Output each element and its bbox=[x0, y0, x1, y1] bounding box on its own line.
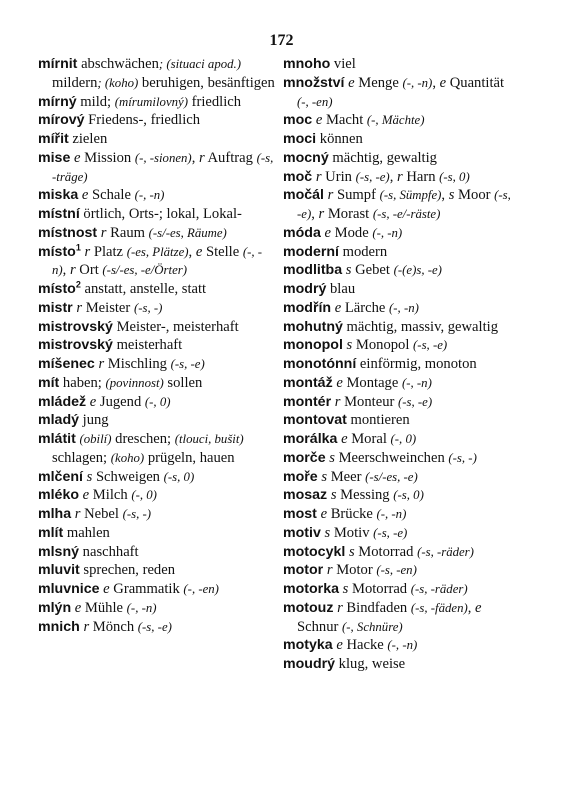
dictionary-entry bbox=[38, 580, 276, 599]
grammar-note: (-s, 0) bbox=[163, 469, 195, 484]
headword: mistrovský bbox=[38, 337, 113, 354]
grammar-note: (tlouci, bušit) bbox=[174, 432, 244, 446]
translation-text: mildern bbox=[52, 74, 98, 91]
grammar-note: (-, -n) bbox=[134, 188, 165, 203]
headword: mohutný bbox=[283, 318, 343, 335]
translation-text: mild; bbox=[76, 93, 115, 110]
dictionary-entry bbox=[38, 111, 276, 130]
dictionary-entry bbox=[38, 486, 276, 505]
grammar-note: (-s, -e) bbox=[355, 169, 390, 184]
gender-marker: s bbox=[86, 468, 93, 485]
headword: motor bbox=[283, 562, 324, 579]
dictionary-entry bbox=[38, 186, 276, 205]
dictionary-entry bbox=[38, 224, 276, 243]
translation-text: Macht bbox=[322, 112, 367, 129]
headword: morče bbox=[283, 449, 326, 466]
grammar-note: (-, Schnüre) bbox=[342, 619, 403, 634]
headword: monotónní bbox=[283, 356, 357, 372]
grammar-note: (-, -sionen) bbox=[134, 150, 192, 165]
headword: mlha bbox=[38, 506, 72, 522]
gender-marker: s bbox=[329, 449, 335, 466]
grammar-note: (-, -n) bbox=[52, 244, 263, 278]
grammar-note: (-s, -en) bbox=[376, 563, 417, 578]
page-number: 172 bbox=[269, 32, 294, 49]
grammar-note: (-s, -räder) bbox=[417, 544, 474, 559]
translation-text: Urin bbox=[321, 168, 356, 185]
gender-marker: r bbox=[318, 206, 325, 222]
headword: modrý bbox=[283, 281, 327, 297]
translation-text: Schweigen bbox=[92, 468, 164, 485]
headword: moderní bbox=[283, 243, 339, 260]
grammar-note: (-s/-es, -e) bbox=[365, 469, 418, 484]
headword: modlitba bbox=[283, 262, 343, 279]
dictionary-entry bbox=[283, 543, 515, 562]
headword: mírový bbox=[38, 112, 85, 129]
translation-text: zielen bbox=[68, 131, 108, 147]
translation-text: Mischling bbox=[104, 356, 171, 372]
translation-text: Jugend bbox=[96, 393, 145, 410]
gender-marker: e bbox=[82, 487, 90, 504]
headword: mířit bbox=[38, 131, 69, 147]
dictionary-entry bbox=[283, 655, 515, 674]
dictionary-entry bbox=[283, 580, 515, 599]
translation-text: Stelle bbox=[202, 243, 243, 260]
translation-text: , bbox=[467, 599, 476, 616]
grammar-note: (-s, Sümpfe) bbox=[379, 188, 442, 203]
grammar-note: (-(e)s, -e) bbox=[393, 263, 442, 278]
dictionary-entry bbox=[283, 168, 515, 187]
gender-marker: e bbox=[324, 224, 331, 241]
gender-marker: r bbox=[76, 299, 83, 316]
headword: místní bbox=[38, 206, 80, 222]
translation-text: Harn bbox=[402, 168, 440, 185]
dictionary-entry bbox=[283, 636, 515, 655]
dictionary-entry bbox=[283, 74, 515, 112]
translation-text: , bbox=[311, 206, 319, 222]
headword: mise bbox=[38, 149, 71, 166]
translation-text: blau bbox=[326, 281, 356, 297]
translation-text: Mission bbox=[80, 149, 135, 166]
translation-text: jung bbox=[79, 412, 109, 429]
translation-text: Morast bbox=[324, 206, 373, 222]
translation-text: , bbox=[191, 149, 199, 166]
translation-text: Grammatik bbox=[109, 581, 184, 597]
dictionary-entry bbox=[283, 224, 515, 243]
gender-marker: s bbox=[324, 524, 331, 541]
dictionary-entry bbox=[283, 411, 515, 430]
gender-marker: r bbox=[396, 168, 403, 185]
gender-marker: e bbox=[336, 374, 343, 391]
translation-text: Motorrad bbox=[354, 543, 418, 560]
grammar-note: (-, -n) bbox=[376, 507, 407, 521]
headword: místo$^1$ bbox=[38, 241, 81, 260]
headword: montáž bbox=[283, 374, 333, 391]
headword: mít bbox=[38, 374, 60, 391]
headword: mírný bbox=[38, 93, 77, 110]
dictionary-entry bbox=[283, 243, 515, 262]
dictionary-entry bbox=[38, 561, 276, 580]
headword: mnoho bbox=[283, 56, 331, 72]
translation-text: Meister-, meisterhaft bbox=[112, 318, 239, 335]
homonym-number: 1 bbox=[75, 241, 81, 252]
translation-text: Meer bbox=[327, 468, 366, 485]
dictionary-entry bbox=[283, 261, 515, 280]
translation-text: anstatt, anstelle, statt bbox=[80, 281, 207, 297]
grammar-note: (-s, 0) bbox=[439, 169, 470, 184]
headword: motyka bbox=[283, 637, 333, 654]
headword: moč bbox=[283, 168, 313, 185]
gender-marker: r bbox=[74, 506, 81, 522]
dictionary-entry bbox=[283, 599, 515, 637]
dictionary-entry bbox=[38, 468, 276, 487]
grammar-note: (-s, -) bbox=[133, 300, 163, 315]
headword: modřín bbox=[283, 299, 332, 316]
translation-text: mahlen bbox=[63, 524, 110, 541]
grammar-note: (-s, -e/-räste) bbox=[372, 207, 441, 221]
headword: místnost bbox=[38, 224, 98, 241]
headword: moudrý bbox=[283, 656, 336, 672]
headword: motorka bbox=[283, 581, 339, 597]
translation-text: , bbox=[62, 262, 70, 279]
headword: moci bbox=[283, 131, 317, 147]
gender-marker: e bbox=[334, 299, 342, 316]
gender-marker: r bbox=[334, 393, 341, 410]
translation-text: , bbox=[188, 243, 196, 260]
translation-text: Motiv bbox=[330, 524, 374, 541]
translation-text: viel bbox=[330, 56, 356, 72]
translation-text: , bbox=[389, 168, 397, 185]
dictionary-entry bbox=[283, 449, 515, 468]
headword: mocný bbox=[283, 149, 329, 166]
dictionary-entry bbox=[283, 186, 515, 224]
grammar-note: (obilí) bbox=[79, 432, 112, 446]
translation-text: Monopol bbox=[352, 337, 414, 354]
grammar-note: (-, -n) bbox=[389, 300, 419, 315]
translation-text: schlagen; bbox=[52, 449, 111, 466]
dictionary-entry bbox=[283, 280, 515, 299]
dictionary-entry bbox=[283, 111, 515, 130]
dictionary-entry bbox=[38, 243, 276, 281]
translation-text: einförmig, monoton bbox=[356, 356, 477, 372]
headword: montér bbox=[283, 393, 332, 410]
gender-marker: e bbox=[74, 149, 81, 166]
translation-text: Nebel bbox=[80, 506, 123, 522]
grammar-note: (-, -en) bbox=[183, 582, 219, 596]
dictionary-entry bbox=[38, 55, 276, 93]
grammar-note: (povinnost) bbox=[105, 375, 164, 390]
gender-marker: r bbox=[98, 356, 105, 372]
translation-text: Sumpf bbox=[333, 187, 380, 204]
headword: montovat bbox=[283, 412, 347, 429]
translation-text: örtlich, Orts-; lokal, Lokal- bbox=[79, 206, 242, 222]
headword: mírnit bbox=[38, 56, 78, 72]
translation-text: sprechen, reden bbox=[79, 562, 175, 579]
translation-text: friedlich bbox=[187, 93, 242, 110]
grammar-note: (-, -n) bbox=[372, 225, 403, 240]
translation-text: Raum bbox=[106, 224, 149, 241]
dictionary-entry bbox=[283, 299, 515, 318]
translation-text: Mühle bbox=[81, 599, 127, 616]
gender-marker: e bbox=[315, 112, 323, 129]
dictionary-entry bbox=[283, 524, 515, 543]
headword: motiv bbox=[283, 524, 321, 541]
headword: míšenec bbox=[38, 356, 95, 372]
translation-text: meisterhaft bbox=[112, 337, 183, 354]
grammar-note: (-s/-es, -e/Örter) bbox=[102, 263, 187, 278]
translation-text: klug, weise bbox=[335, 656, 406, 672]
gender-marker: e bbox=[89, 393, 97, 410]
dictionary-entry bbox=[38, 93, 276, 112]
grammar-note: (-es, Plätze) bbox=[126, 244, 189, 259]
dictionary-column-right bbox=[283, 55, 515, 674]
gender-marker: s bbox=[345, 262, 352, 279]
grammar-note: (-s, -e) bbox=[413, 338, 448, 353]
dictionary-entry bbox=[38, 299, 276, 318]
grammar-note: (-, -n) bbox=[401, 375, 432, 390]
grammar-note: ; (koho) bbox=[97, 75, 139, 90]
translation-text: , bbox=[432, 74, 440, 91]
grammar-note: (-s, -fäden) bbox=[410, 600, 468, 615]
headword: mléko bbox=[38, 487, 80, 504]
grammar-note: (-s/-es, Räume) bbox=[148, 225, 227, 240]
gender-marker: r bbox=[84, 243, 91, 260]
translation-text: sollen bbox=[163, 374, 203, 391]
grammar-note: (-, Mächte) bbox=[366, 113, 425, 128]
grammar-note: (-s, -e) bbox=[373, 525, 408, 540]
gender-marker: e bbox=[74, 599, 82, 616]
gender-marker: s bbox=[346, 337, 353, 354]
headword: mládež bbox=[38, 393, 87, 410]
gender-marker: s bbox=[348, 543, 355, 560]
headword: miska bbox=[38, 187, 79, 204]
translation-text: Montage bbox=[342, 374, 402, 391]
grammar-note: (-, -n) bbox=[387, 638, 418, 653]
gender-marker: r bbox=[315, 168, 322, 185]
translation-text: Mode bbox=[330, 224, 373, 241]
headword: mluvit bbox=[38, 562, 80, 579]
headword: mlsný bbox=[38, 543, 80, 560]
grammar-note: ; (situaci apod.) bbox=[158, 57, 241, 71]
dictionary-entry bbox=[38, 149, 276, 187]
translation-text: dreschen; bbox=[111, 431, 175, 447]
headword: most bbox=[283, 506, 317, 522]
dictionary-entry bbox=[38, 524, 276, 543]
translation-text: Bindfaden bbox=[342, 599, 411, 616]
dictionary-entry bbox=[283, 486, 515, 505]
translation-text: prügeln, hauen bbox=[144, 449, 235, 466]
translation-text: montieren bbox=[346, 412, 410, 429]
dictionary-entry bbox=[283, 149, 515, 168]
grammar-note: (-s, -träge) bbox=[52, 150, 274, 184]
translation-text: modern bbox=[338, 243, 388, 260]
grammar-note: (-s, -e) bbox=[297, 188, 511, 221]
translation-text: naschhaft bbox=[79, 543, 139, 560]
dictionary-entry bbox=[283, 430, 515, 449]
translation-text: Brücke bbox=[327, 506, 377, 522]
gender-marker: r bbox=[327, 187, 334, 204]
translation-text: Auftrag bbox=[204, 149, 257, 166]
grammar-note: (-s, -e) bbox=[170, 357, 205, 371]
translation-text: Milch bbox=[89, 487, 132, 504]
dictionary-entry bbox=[38, 355, 276, 374]
headword: mlátit bbox=[38, 431, 76, 447]
headword: mnich bbox=[38, 618, 80, 635]
headword: moře bbox=[283, 468, 318, 485]
dictionary-entry bbox=[38, 618, 276, 637]
headword: motocykl bbox=[283, 543, 346, 560]
headword: mosaz bbox=[283, 487, 328, 504]
gender-marker: r bbox=[83, 618, 90, 635]
grammar-note: (-s, -) bbox=[122, 507, 152, 521]
translation-text: Quantität bbox=[446, 74, 505, 91]
dictionary-entry bbox=[38, 430, 276, 468]
headword: morálka bbox=[283, 431, 338, 447]
grammar-note: (-s, -räder) bbox=[410, 582, 468, 596]
translation-text: Schnur bbox=[297, 618, 342, 635]
translation-text: Hacke bbox=[342, 637, 388, 654]
dictionary-entry bbox=[38, 411, 276, 430]
dictionary-entry bbox=[283, 130, 515, 149]
dictionary-entry bbox=[38, 505, 276, 524]
headword: mladý bbox=[38, 412, 80, 429]
translation-text: mächtig, massiv, gewaltig bbox=[342, 318, 499, 335]
translation-text: Monteur bbox=[340, 393, 398, 410]
grammar-note: (-, 0) bbox=[131, 488, 157, 503]
translation-text: Gebet bbox=[351, 262, 394, 279]
dictionary-entry bbox=[38, 280, 276, 299]
translation-text: Moor bbox=[454, 187, 495, 204]
dictionary-column-left bbox=[38, 55, 276, 636]
translation-text: Mönch bbox=[89, 618, 138, 635]
headword: močál bbox=[283, 187, 325, 204]
translation-text: Messing bbox=[336, 487, 394, 504]
dictionary-entry bbox=[283, 355, 515, 374]
translation-text: Schale bbox=[88, 187, 135, 204]
gender-marker: r bbox=[69, 262, 76, 279]
headword: mlčení bbox=[38, 468, 83, 485]
grammar-note: (-s, -) bbox=[448, 450, 477, 465]
translation-text: Menge bbox=[354, 74, 403, 91]
gender-marker: r bbox=[337, 599, 343, 616]
translation-text: können bbox=[316, 131, 363, 147]
gender-marker: r bbox=[198, 149, 205, 166]
homonym-number: 2 bbox=[75, 279, 81, 290]
grammar-note: (-s, 0) bbox=[393, 488, 424, 503]
translation-text: Meerschweinchen bbox=[334, 449, 449, 466]
translation-text: mächtig, gewaltig bbox=[328, 149, 437, 166]
headword: motouz bbox=[283, 599, 334, 616]
gender-marker: s bbox=[321, 468, 328, 485]
headword: monopol bbox=[283, 337, 343, 354]
dictionary-entry bbox=[283, 393, 515, 412]
dictionary-entry bbox=[283, 505, 515, 524]
dictionary-entry bbox=[283, 468, 515, 487]
grammar-note: (koho) bbox=[110, 450, 145, 465]
gender-marker: e bbox=[336, 637, 343, 654]
dictionary-entry bbox=[38, 543, 276, 562]
dictionary-entry bbox=[38, 336, 276, 355]
gender-marker: e bbox=[439, 74, 447, 91]
translation-text: Friedens-, friedlich bbox=[84, 112, 201, 129]
dictionary-entry bbox=[38, 599, 276, 618]
translation-text: haben; bbox=[59, 374, 106, 391]
translation-text: Lärche bbox=[341, 299, 390, 316]
translation-text: Platz bbox=[90, 243, 127, 260]
gender-marker: s bbox=[330, 487, 337, 504]
translation-text: Motorrad bbox=[348, 581, 411, 597]
gender-marker: e bbox=[81, 187, 89, 204]
translation-text: Ort bbox=[75, 262, 103, 279]
translation-text: abschwächen bbox=[77, 56, 159, 72]
headword: místo$^2$ bbox=[38, 279, 81, 297]
headword: mlít bbox=[38, 524, 64, 541]
dictionary-entry bbox=[38, 130, 276, 149]
gender-marker: s bbox=[448, 187, 455, 204]
headword: mistr bbox=[38, 299, 73, 316]
dictionary-entry bbox=[283, 318, 515, 337]
dictionary-entry bbox=[283, 561, 515, 580]
dictionary-entry bbox=[283, 374, 515, 393]
gender-marker: r bbox=[326, 562, 333, 579]
grammar-note: (-, -en) bbox=[297, 94, 333, 109]
gender-marker: s bbox=[342, 581, 349, 597]
translation-text: , bbox=[441, 187, 449, 204]
grammar-note: (-, -n) bbox=[402, 75, 433, 90]
grammar-note: (-s, -e) bbox=[137, 619, 172, 634]
grammar-note: (-, 0) bbox=[390, 432, 417, 446]
translation-text: beruhigen, besänftigen bbox=[138, 74, 275, 91]
gender-marker: e bbox=[475, 599, 482, 616]
dictionary-entry bbox=[38, 374, 276, 393]
headword: mlýn bbox=[38, 599, 72, 616]
headword: moc bbox=[283, 112, 313, 129]
gender-marker: e bbox=[320, 506, 328, 522]
headword: množství bbox=[283, 74, 345, 91]
dictionary-entry bbox=[38, 318, 276, 337]
translation-text: Moral bbox=[347, 431, 391, 447]
grammar-note: (mírumilovný) bbox=[114, 94, 188, 109]
dictionary-entry bbox=[283, 336, 515, 355]
headword: mluvnice bbox=[38, 581, 100, 597]
headword: móda bbox=[283, 224, 321, 241]
gender-marker: e bbox=[348, 74, 355, 91]
dictionary-entry bbox=[38, 205, 276, 224]
gender-marker: e bbox=[103, 581, 110, 597]
dictionary-entry bbox=[38, 393, 276, 412]
headword: mistrovský bbox=[38, 318, 113, 335]
gender-marker: e bbox=[341, 431, 348, 447]
dictionary-entry bbox=[283, 55, 515, 74]
translation-text: Motor bbox=[332, 562, 377, 579]
grammar-note: (-, 0) bbox=[144, 394, 171, 409]
gender-marker: e bbox=[195, 243, 203, 260]
grammar-note: (-s, -e) bbox=[398, 394, 433, 409]
translation-text: Meister bbox=[82, 299, 134, 316]
grammar-note: (-, -n) bbox=[126, 600, 157, 615]
gender-marker: r bbox=[100, 224, 107, 241]
